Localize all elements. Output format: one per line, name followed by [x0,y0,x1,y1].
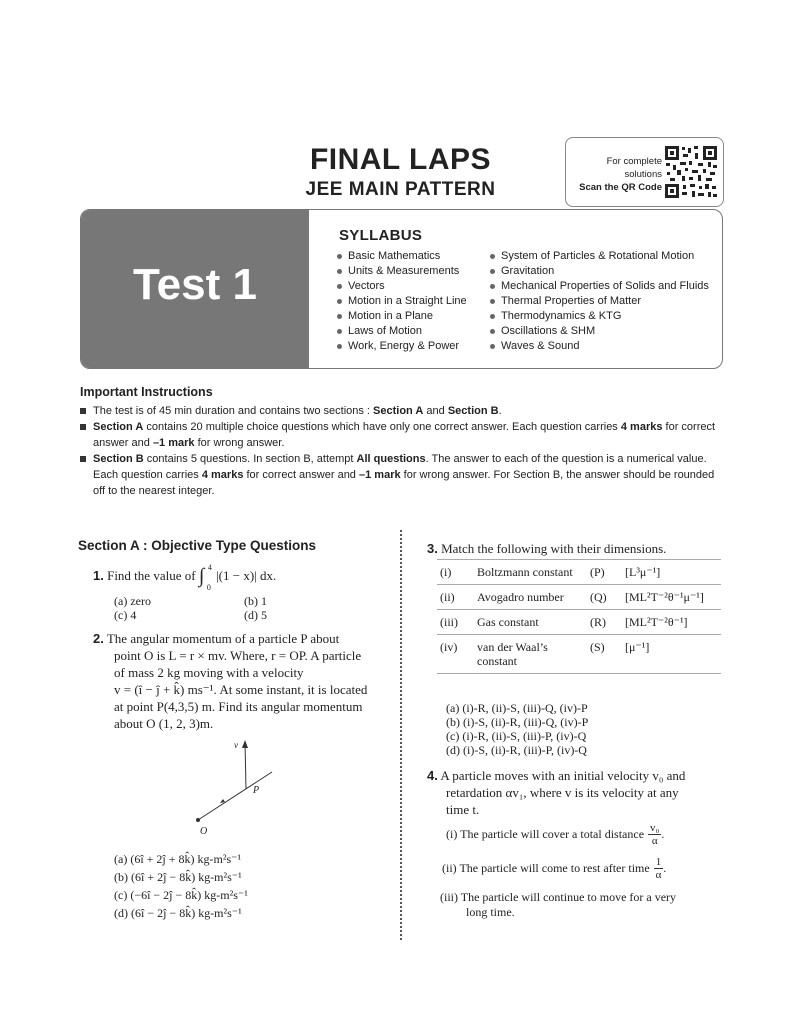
row-dimension: [ML²T⁻²θ⁻¹μ⁻¹] [625,590,704,604]
q2-option-d[interactable]: (d) (6î − 2ĵ − 8k̂) kg-m²s⁻¹ [114,906,242,920]
q2-option-b[interactable]: (b) (6î + 2ĵ − 8k̂) kg-m²s⁻¹ [114,870,242,884]
column-divider [400,530,402,940]
instruction-bold: Section B [93,453,144,465]
q3-option-d[interactable]: (d) (i)-S, (ii)-R, (iii)-P, (iv)-Q [446,743,587,757]
question-text: Match the following with their dimensions. [441,541,667,556]
q4-statement-2 [442,856,666,881]
statement-text: (i) The particle will cover a total distance [446,827,645,841]
instruction-bold: Section A [373,405,424,417]
integral-sign: ∫ 4 0 [199,566,213,584]
row-dimension: [L³μ⁻¹] [625,565,661,579]
question-line: about O (1, 2, 3)m. [114,716,214,731]
question-line: retardation αv₁, where v is its velocity at any [446,785,679,800]
question-line: point O is L = r × mv. Where, r = OP. A particle [114,648,362,663]
table-row [437,585,721,610]
instruction-bold: 4 marks [201,469,244,481]
q1-option-a[interactable]: (a) zero [114,594,151,608]
instruction-bold: Section A [93,421,144,433]
fraction-numerator: v₀ [650,822,660,834]
question-4 [427,767,722,818]
row-num: (iv) [440,640,458,654]
instruction-bold: Section B [447,405,499,417]
row-quantity: Gas constant [477,615,539,629]
q4-statement-3-line2: long time. [466,905,515,919]
figure-label-o: O [200,826,208,837]
page-title: FINAL LAPS [309,143,492,176]
fraction [654,856,667,881]
table-row [437,635,721,674]
instruction-bold: 4 marks [620,421,663,433]
syllabus-list-1 [337,249,467,354]
syllabus-item: Motion in a Straight Line [337,294,467,309]
instruction-text: The test is of 45 min duration and contains two sections : [93,405,374,417]
question-line: v = (î − ĵ + k̂) ms⁻¹. At some instant, it is located [114,682,368,697]
question-text: Find the value of [107,568,196,583]
row-quantity: Boltzmann constant [477,565,573,579]
instruction-bold: –1 mark [359,469,401,481]
instruction-text: contains 20 multiple choice questions which have only one correct answer. Each question carries [143,421,621,433]
syllabus-heading: SYLLABUS [339,227,423,244]
syllabus-item: Units & Measurements [337,264,467,279]
question-line: of mass 2 kg moving with a velocity [114,665,304,680]
row-num: (i) [440,565,452,579]
instruction-text: . The answer to each of the question is a numerical value. Each question carries [93,453,707,481]
syllabus-item: Oscillations & SHM [490,324,709,339]
qr-code-icon[interactable] [665,146,717,198]
instruction-text: and [423,405,448,417]
row-dimension: [μ⁻¹] [625,640,650,654]
q3-option-a[interactable]: (a) (i)-R, (ii)-S, (iii)-Q, (iv)-P [446,701,588,715]
instructions-heading: Important Instructions [80,385,213,399]
syllabus-item: Vectors [337,279,467,294]
figure-label-p: P [253,785,260,796]
question-2 [93,630,393,732]
instruction-text: for wrong answer. [194,437,285,449]
q1-option-c[interactable]: (c) 4 [114,608,137,622]
instruction-item [80,403,720,419]
instruction-text: for correct answer and [93,421,716,449]
syllabus-list-2 [490,249,709,354]
question-3 [427,540,717,557]
question-1 [93,563,393,592]
q4-statement-1 [446,822,664,847]
row-key: (Q) [590,590,607,604]
syllabus-item: Thermal Properties of Matter [490,294,709,309]
q3-option-c[interactable]: (c) (i)-R, (ii)-S, (iii)-P, (iv)-Q [446,729,587,743]
qr-caption-line3: Scan the QR Code [579,182,662,193]
table-row [437,560,721,585]
table-row [437,610,721,635]
test-title: Test 1 [133,260,257,309]
syllabus-item: Mechanical Properties of Solids and Fluids [490,279,709,294]
instruction-bold: –1 mark [152,437,195,449]
row-quantity: Avogadro number [477,590,564,604]
instructions-list [80,403,720,499]
qr-caption-line1: For complete [606,156,662,167]
test-banner [80,209,723,369]
syllabus-item: Thermodynamics & KTG [490,309,709,324]
statement-end: . [661,827,665,841]
syllabus-item: Work, Energy & Power [337,339,467,354]
syllabus-item: Motion in a Plane [337,309,467,324]
row-key: (P) [590,565,605,579]
q2-option-c[interactable]: (c) (−6î − 2ĵ − 8k̂) kg-m²s⁻¹ [114,888,248,902]
figure-label-v: v [234,740,238,750]
row-key: (R) [590,615,606,629]
row-quantity: van der Waal’s constant [477,640,548,668]
q4-statement-3-line1: (iii) The particle will continue to move for a very [440,890,677,904]
question-number: 1. [93,568,104,583]
section-a-heading: Section A : Objective Type Questions [78,538,317,553]
instruction-bold: All questions [356,453,426,465]
page-subtitle: JEE MAIN PATTERN [305,179,496,200]
row-num: (iii) [440,615,458,629]
syllabus-item: Gravitation [490,264,709,279]
question-line: A particle moves with an initial velocity v₀ and [440,768,686,783]
question-number: 3. [427,541,438,556]
qr-caption [570,155,662,194]
question-line: The angular momentum of a particle P about [106,631,340,646]
instruction-text: for wrong answer. For Section B, the answer should be rounded off to the nearest integer. [93,469,715,497]
syllabus-item: Basic Mathematics [337,249,467,264]
instruction-text: contains 5 questions. In section B, attempt [143,453,357,465]
instruction-item [80,419,720,451]
question-number: 4. [427,768,438,783]
integral-lower: 0 [206,583,211,592]
fraction-denominator: α [655,869,662,881]
statement-end: . [663,861,667,875]
syllabus-item: Waves & Sound [490,339,709,354]
q1-option-b[interactable]: (b) 1 [244,594,267,608]
syllabus-item: Laws of Motion [337,324,467,339]
instruction-text: . [498,405,502,417]
question-line: time t. [446,802,480,817]
question-line: at point P(4,3,5) m. Find its angular momentum [114,699,363,714]
statement-text: (ii) The particle will come to rest after time [442,861,650,875]
row-dimension: [ML²T⁻²θ⁻¹] [625,615,688,629]
question-number: 2. [93,631,104,646]
q1-option-d[interactable]: (d) 5 [244,608,267,622]
fraction-denominator: α [651,835,658,847]
qr-caption-line2: solutions [624,169,662,180]
integrand: |(1 − x)| dx. [216,568,277,583]
fraction-numerator: 1 [655,856,662,868]
row-key: (S) [590,640,605,654]
match-table [437,559,721,674]
instruction-text: for correct answer and [243,469,359,481]
q2-option-a[interactable]: (a) (6î + 2ĵ + 8k̂) kg-m²s⁻¹ [114,852,242,866]
syllabus-item: System of Particles & Rotational Motion [490,249,709,264]
q3-option-b[interactable]: (b) (i)-S, (ii)-R, (iii)-Q, (iv)-P [446,715,589,729]
fraction [648,822,661,847]
instruction-item [80,451,720,499]
row-num: (ii) [440,590,455,604]
integral-upper: 4 [207,563,212,572]
